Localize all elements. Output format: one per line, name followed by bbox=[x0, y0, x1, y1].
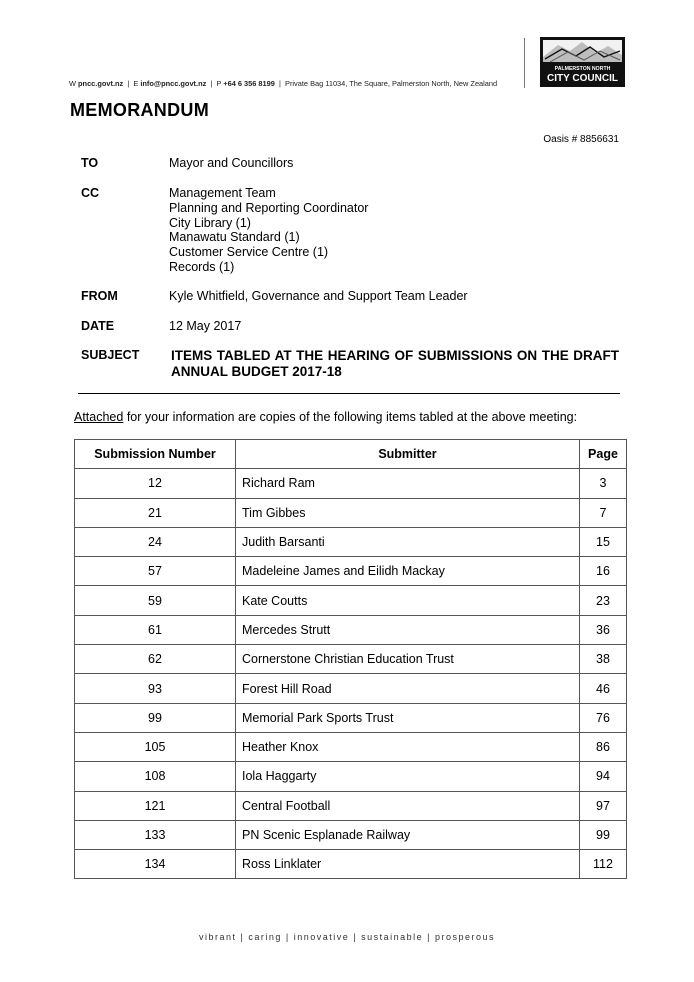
cc-item: Planning and Reporting Coordinator bbox=[169, 200, 369, 215]
page-cell: 16 bbox=[580, 557, 627, 586]
submitter-cell: Judith Barsanti bbox=[236, 527, 580, 556]
submission-number-cell: 121 bbox=[75, 791, 236, 820]
table-row bbox=[75, 791, 627, 820]
header-page: Page bbox=[580, 440, 627, 469]
page-cell: 94 bbox=[580, 762, 627, 791]
header-divider bbox=[524, 38, 525, 88]
submissions-table bbox=[74, 439, 627, 879]
submitter-cell: Ross Linklater bbox=[236, 850, 580, 879]
submitter-cell: PN Scenic Esplanade Railway bbox=[236, 820, 580, 849]
cc-item: Customer Service Centre (1) bbox=[169, 245, 329, 260]
table-row bbox=[75, 557, 627, 586]
subject-label: SUBJECT bbox=[81, 348, 140, 362]
email-label: E bbox=[133, 79, 139, 88]
table-row bbox=[75, 645, 627, 674]
logo-line2: CITY COUNCIL bbox=[547, 73, 618, 84]
oasis-reference: Oasis # 8856631 bbox=[543, 134, 619, 145]
table-row bbox=[75, 469, 627, 498]
submitter-cell: Iola Haggarty bbox=[236, 762, 580, 791]
submission-number-cell: 108 bbox=[75, 762, 236, 791]
submission-number-cell: 57 bbox=[75, 557, 236, 586]
submitter-cell: Tim Gibbes bbox=[236, 498, 580, 527]
page-cell: 38 bbox=[580, 645, 627, 674]
memo-title: MEMORANDUM bbox=[70, 100, 209, 120]
council-logo bbox=[540, 37, 625, 87]
table-row bbox=[75, 527, 627, 556]
submitter-cell: Cornerstone Christian Education Trust bbox=[236, 645, 580, 674]
page-cell: 3 bbox=[580, 469, 627, 498]
council-logo-icon bbox=[540, 37, 625, 87]
cc-item: Manawatu Standard (1) bbox=[169, 230, 300, 245]
page-cell: 36 bbox=[580, 615, 627, 644]
submitter-cell: Central Football bbox=[236, 791, 580, 820]
cc-item: Records (1) bbox=[169, 259, 235, 274]
table-row bbox=[75, 762, 627, 791]
footer-values: vibrant | caring | innovative | sustainable | prosperous bbox=[199, 932, 495, 942]
submitter-cell: Memorial Park Sports Trust bbox=[236, 703, 580, 732]
table-row bbox=[75, 703, 627, 732]
submission-number-cell: 105 bbox=[75, 732, 236, 761]
table-row bbox=[75, 498, 627, 527]
page-cell: 99 bbox=[580, 820, 627, 849]
cc-label: CC bbox=[81, 186, 100, 200]
phone-number: +64 6 356 8199 bbox=[223, 79, 275, 88]
header-submission-number: Submission Number bbox=[75, 440, 236, 469]
cc-item: Management Team bbox=[169, 186, 276, 200]
submission-number-cell: 21 bbox=[75, 498, 236, 527]
page-cell: 97 bbox=[580, 791, 627, 820]
page-cell: 46 bbox=[580, 674, 627, 703]
submission-number-cell: 59 bbox=[75, 586, 236, 615]
submission-number-cell: 61 bbox=[75, 615, 236, 644]
date-value: 12 May 2017 bbox=[169, 319, 242, 333]
cc-item: City Library (1) bbox=[169, 215, 251, 230]
submission-number-cell: 93 bbox=[75, 674, 236, 703]
submitter-cell: Kate Coutts bbox=[236, 586, 580, 615]
page-cell: 23 bbox=[580, 586, 627, 615]
contact-line: W pncc.govt.nz | E info@pncc.govt.nz | P +64 6 356 8199 | Private Bag 11034, The Square, Palmerston North, New Zealand bbox=[69, 79, 498, 88]
table-row bbox=[75, 850, 627, 879]
header-submitter: Submitter bbox=[236, 440, 580, 469]
from-value: Kyle Whitfield, Governance and Support Team Leader bbox=[169, 289, 468, 303]
phone-label: P bbox=[216, 79, 222, 88]
page-cell: 15 bbox=[580, 527, 627, 556]
submission-number-cell: 12 bbox=[75, 469, 236, 498]
page-cell: 112 bbox=[580, 850, 627, 879]
email-link[interactable]: info@pncc.govt.nz bbox=[140, 79, 207, 88]
website-label: W bbox=[69, 79, 76, 88]
submission-number-cell: 62 bbox=[75, 645, 236, 674]
table-row bbox=[75, 586, 627, 615]
logo-line1: PALMERSTON NORTH bbox=[554, 66, 611, 72]
table-row bbox=[75, 732, 627, 761]
intro-text bbox=[74, 410, 577, 424]
subject-value: ITEMS TABLED AT THE HEARING OF SUBMISSIONS ON THE DRAFT ANNUAL BUDGET 2017-18 bbox=[171, 348, 619, 379]
intro-rest: for your information are copies of the following items tabled at the above meeting: bbox=[123, 410, 578, 424]
submitter-cell: Heather Knox bbox=[236, 732, 580, 761]
subject-rule bbox=[78, 393, 620, 394]
postal-address: Private Bag 11034, The Square, Palmerston North, New Zealand bbox=[285, 79, 498, 88]
website-link[interactable]: pncc.govt.nz bbox=[78, 79, 124, 88]
intro-underlined: Attached bbox=[74, 410, 124, 424]
cc-list bbox=[169, 186, 368, 275]
table-header-row bbox=[75, 440, 627, 469]
from-label: FROM bbox=[81, 289, 118, 303]
to-value: Mayor and Councillors bbox=[169, 156, 294, 170]
submission-number-cell: 99 bbox=[75, 703, 236, 732]
to-label: TO bbox=[81, 156, 99, 170]
submitter-cell: Mercedes Strutt bbox=[236, 615, 580, 644]
submission-number-cell: 133 bbox=[75, 820, 236, 849]
table-row bbox=[75, 674, 627, 703]
table-row bbox=[75, 615, 627, 644]
submitter-cell: Madeleine James and Eilidh Mackay bbox=[236, 557, 580, 586]
submission-number-cell: 24 bbox=[75, 527, 236, 556]
page-cell: 86 bbox=[580, 732, 627, 761]
submission-number-cell: 134 bbox=[75, 850, 236, 879]
page-cell: 76 bbox=[580, 703, 627, 732]
submitter-cell: Richard Ram bbox=[236, 469, 580, 498]
page-cell: 7 bbox=[580, 498, 627, 527]
submitter-cell: Forest Hill Road bbox=[236, 674, 580, 703]
table-row bbox=[75, 820, 627, 849]
date-label: DATE bbox=[81, 319, 115, 333]
